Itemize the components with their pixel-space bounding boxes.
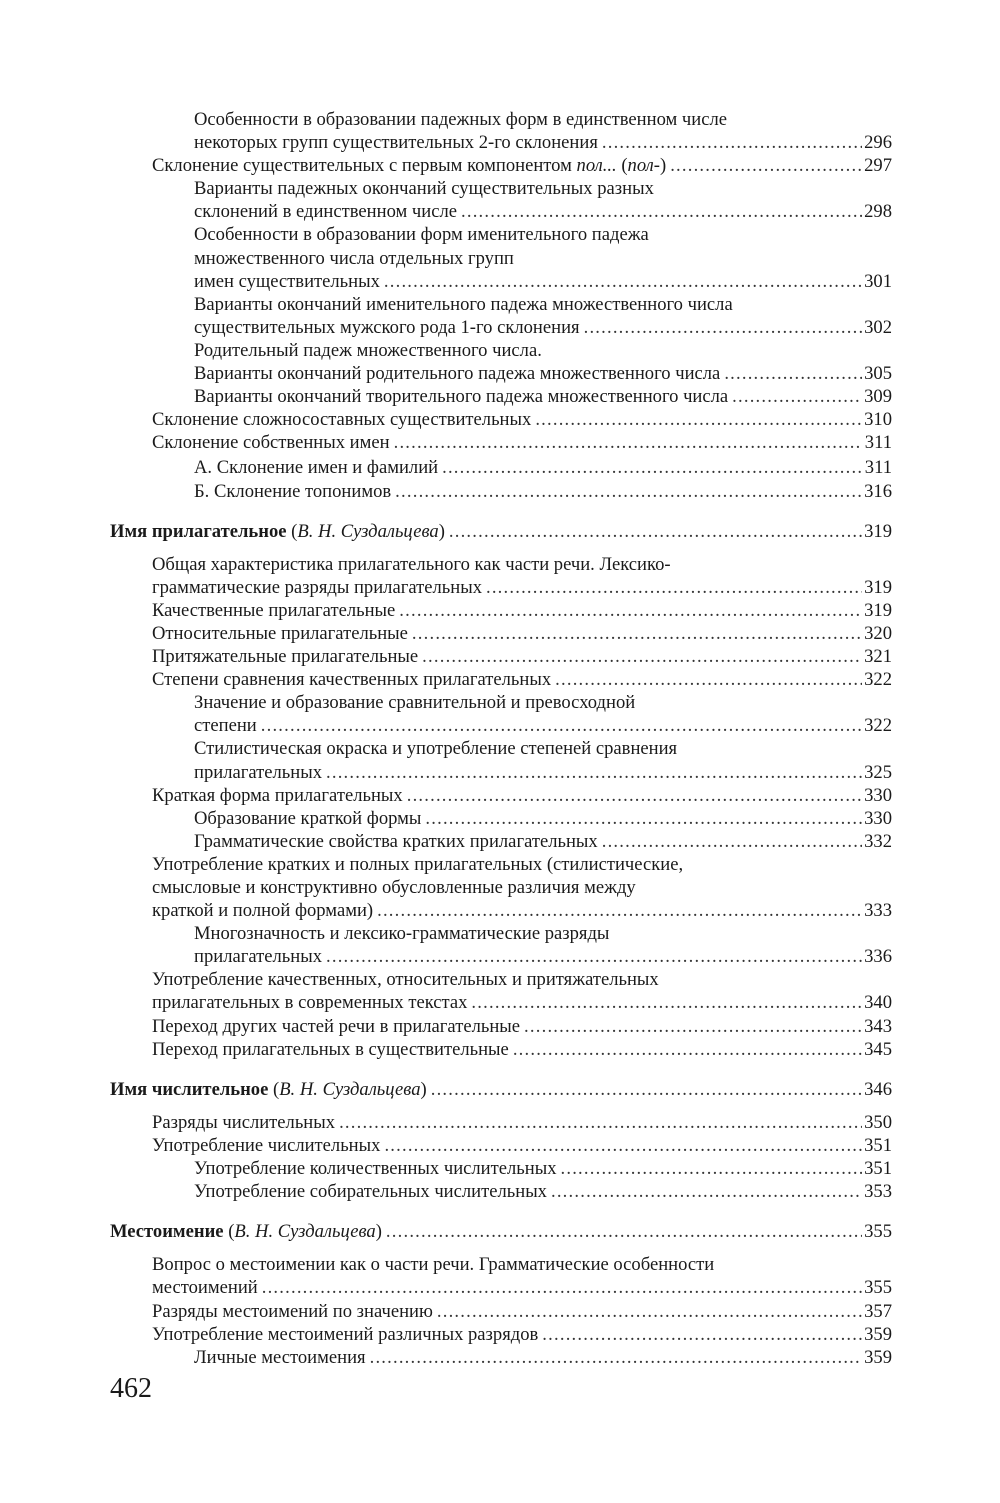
toc-entry-title: некоторых групп существительных 2-го склонения	[194, 132, 598, 154]
close-paren: )	[420, 1078, 427, 1100]
toc-entry	[194, 922, 892, 968]
toc-page-number: 325	[864, 761, 892, 783]
toc-entry	[152, 853, 892, 922]
section-heading-text	[110, 1078, 427, 1101]
toc-entry-title: Степени сравнения качественных прилагательных	[152, 669, 552, 691]
toc-entry-line: Особенности в образовании форм именительного падежа	[194, 224, 649, 246]
toc-entry-title: Склонение сложносоставных существительных	[152, 409, 532, 431]
toc-entry-row	[194, 270, 892, 293]
toc-entry-title: местоимений	[152, 1277, 258, 1299]
toc-entry-title: Склонение собственных имен	[152, 432, 390, 454]
toc-entry-row	[194, 316, 892, 339]
dot-leader	[326, 945, 862, 968]
toc-page-number: 346	[864, 1078, 892, 1100]
toc-entry	[194, 223, 892, 292]
toc-entry-row	[152, 431, 892, 454]
toc-entry-title: А. Склонение имен и фамилий	[194, 457, 439, 479]
toc-page-number: 316	[864, 480, 892, 502]
dot-leader	[425, 807, 862, 830]
dot-leader	[442, 456, 862, 479]
toc-entry-row	[152, 1111, 892, 1134]
toc-entry	[194, 691, 892, 737]
toc-entry-title: Качественные прилагательные	[152, 599, 396, 621]
toc-entry-title: Б. Склонение топонимов	[194, 480, 392, 502]
toc-entry-row	[194, 385, 892, 408]
toc-entry	[152, 1111, 892, 1134]
section-heading	[110, 1078, 892, 1101]
toc-entry	[152, 1253, 892, 1299]
dot-leader	[542, 1323, 862, 1346]
toc-entry-title: Варианты окончаний творительного падежа множественного числа	[194, 386, 729, 408]
toc-page-number: 340	[864, 992, 892, 1014]
toc-entry	[194, 339, 892, 385]
toc-entry	[152, 599, 892, 622]
toc-entry	[152, 622, 892, 645]
table-of-contents	[110, 108, 892, 1369]
dot-leader	[422, 645, 862, 668]
toc-entry-row	[152, 408, 892, 431]
dot-leader	[524, 1015, 862, 1038]
toc-page-number: 351	[864, 1158, 892, 1180]
section-heading-row	[110, 1078, 892, 1101]
dot-leader	[261, 714, 862, 737]
dot-leader	[326, 761, 862, 784]
toc-entry-title: Употребление собирательных числительных	[194, 1181, 547, 1203]
toc-entry-text: (	[616, 155, 628, 177]
open-paren: (	[286, 520, 298, 542]
toc-entry	[194, 293, 892, 339]
toc-entry-text: Склонение существительных с первым компонентом	[152, 155, 577, 177]
toc-entry-line: множественного числа отдельных групп	[194, 247, 514, 269]
toc-entry-title: краткой и полной формами)	[152, 900, 374, 922]
toc-entry-title: Разряды числительных	[152, 1111, 336, 1133]
toc-entry-title: Образование краткой формы	[194, 807, 422, 829]
toc-page-number: 330	[864, 784, 892, 806]
toc-entry-title: Краткая форма прилагательных	[152, 784, 403, 806]
toc-entry-row	[194, 131, 892, 154]
dot-leader	[394, 431, 862, 454]
toc-page-number: 319	[864, 599, 892, 621]
close-paren: )	[375, 1221, 382, 1243]
toc-entry	[152, 1038, 892, 1061]
toc-page-number: 355	[864, 1221, 892, 1243]
dot-leader	[399, 599, 862, 622]
toc-page-number: 353	[864, 1181, 892, 1203]
dot-leader	[486, 576, 862, 599]
toc-entry	[152, 784, 892, 807]
toc-entry-italic: пол-	[627, 155, 660, 177]
dot-leader	[431, 1078, 862, 1101]
toc-entry	[194, 385, 892, 408]
page-number: 462	[110, 1373, 152, 1404]
toc-page-number: 297	[864, 155, 892, 177]
dot-leader	[262, 1276, 862, 1299]
section-heading-row	[110, 1220, 892, 1243]
toc-entry-line: смысловые и конструктивно обусловленные различия между	[152, 877, 636, 898]
toc-entry-italic: пол...	[576, 155, 617, 177]
toc-page-number: 319	[864, 520, 892, 542]
toc-entry-line: Стилистическая окраска и употребление степеней сравнения	[194, 738, 678, 760]
dot-leader	[377, 899, 862, 922]
toc-page-number: 320	[864, 622, 892, 644]
toc-entry	[152, 645, 892, 668]
toc-entry-title: прилагательных	[194, 946, 323, 968]
toc-entry	[194, 456, 892, 479]
toc-page-number: 343	[864, 1015, 892, 1037]
toc-page-number: 345	[864, 1038, 892, 1060]
toc-entry-title: прилагательных	[194, 761, 323, 783]
toc-entry-line: Вопрос о местоимении как о части речи. Грамматические особенности	[152, 1254, 715, 1276]
toc-entry	[152, 1015, 892, 1038]
toc-entry-title: существительных мужского рода 1-го склонения	[194, 316, 580, 338]
toc-page-number: 296	[864, 132, 892, 154]
dot-leader	[384, 270, 862, 293]
dot-leader	[471, 991, 862, 1014]
toc-entry	[194, 177, 892, 223]
dot-leader	[407, 784, 862, 807]
toc-page-number: 311	[864, 457, 892, 479]
toc-entry	[194, 1157, 892, 1180]
toc-entry-title: прилагательных в современных текстах	[152, 992, 468, 1014]
toc-entry-title: Переход прилагательных в существительные	[152, 1038, 509, 1060]
toc-page-number: 321	[864, 646, 892, 668]
toc-entry-row	[152, 1276, 892, 1299]
toc-entry-title: Употребление количественных числительных	[194, 1158, 557, 1180]
dot-leader	[551, 1180, 862, 1203]
toc-page-number: 305	[864, 363, 892, 385]
toc-entry-line: Употребление кратких и полных прилагательных (стилистические,	[152, 853, 684, 875]
dot-leader	[437, 1300, 862, 1323]
dot-leader	[584, 316, 862, 339]
section-heading-row	[110, 520, 892, 543]
toc-entry-line: Значение и образование сравнительной и превосходной	[194, 692, 636, 714]
toc-entry	[152, 154, 892, 177]
section-heading	[110, 1220, 892, 1243]
section-title: Имя числительное	[110, 1078, 269, 1100]
toc-page-number: 298	[864, 201, 892, 223]
toc-entry-row	[194, 1346, 892, 1369]
open-paren: (	[268, 1078, 280, 1100]
toc-entry-row	[194, 362, 892, 385]
toc-entry-line: Употребление качественных, относительных и притяжательных	[152, 969, 659, 991]
toc-page-number: 322	[864, 715, 892, 737]
toc-entry-row	[194, 480, 892, 503]
toc-entry-line: Варианты окончаний именительного падежа множественного числа	[194, 293, 733, 315]
toc-entry-line: Родительный падеж множественного числа.	[194, 339, 542, 361]
open-paren: (	[223, 1221, 235, 1243]
section-author: В. Н. Суздальцева	[234, 1221, 376, 1243]
toc-page-number: 322	[864, 669, 892, 691]
toc-entry-row	[152, 622, 892, 645]
dot-leader	[561, 1157, 862, 1180]
toc-entry-title: имен существительных	[194, 270, 380, 292]
toc-page-number: 333	[864, 900, 892, 922]
toc-entry-title: Притяжательные прилагательные	[152, 646, 419, 668]
toc-entry-line: Особенности в образовании падежных форм в единственном числе	[194, 109, 728, 130]
toc-entry	[152, 553, 892, 599]
toc-entry-title: Варианты окончаний родительного падежа множественного числа	[194, 363, 721, 385]
toc-page-number: 301	[864, 270, 892, 292]
toc-page-number: 330	[864, 807, 892, 829]
toc-entry	[152, 408, 892, 431]
dot-leader	[724, 362, 862, 385]
toc-entry-text: )	[659, 155, 667, 177]
toc-page-number: 359	[864, 1346, 892, 1368]
toc-entry	[152, 668, 892, 691]
dot-leader	[555, 668, 862, 691]
toc-entry-row	[152, 991, 892, 1014]
section-author: В. Н. Суздальцева	[297, 520, 439, 542]
toc-entry-row	[194, 200, 892, 223]
toc-entry-row	[152, 1323, 892, 1346]
toc-entry-title: Разряды местоимений по значению	[152, 1300, 433, 1322]
toc-page-number: 309	[864, 386, 892, 408]
toc-entry-row	[194, 1180, 892, 1203]
toc-entry	[194, 737, 892, 783]
toc-entry-row	[152, 784, 892, 807]
dot-leader	[412, 622, 862, 645]
toc-entry-row	[152, 1134, 892, 1157]
toc-entry-row	[152, 599, 892, 622]
section-author: В. Н. Суздальцева	[279, 1078, 421, 1100]
section-title: Имя прилагательное	[110, 520, 287, 542]
toc-page-number: 310	[864, 409, 892, 431]
toc-entry	[152, 1134, 892, 1157]
toc-entry-row	[194, 807, 892, 830]
toc-entry-row	[194, 714, 892, 737]
toc-page-number: 311	[864, 432, 892, 454]
toc-page-number: 357	[864, 1300, 892, 1322]
toc-entry	[152, 1300, 892, 1323]
toc-entry	[152, 431, 892, 454]
toc-entry-row	[194, 456, 892, 479]
toc-entry-title: склонений в единственном числе	[194, 201, 458, 223]
toc-entry-row	[152, 668, 892, 691]
section-title: Местоимение	[110, 1221, 224, 1243]
toc-page-number: 302	[864, 316, 892, 338]
dot-leader	[339, 1111, 862, 1134]
toc-entry	[194, 830, 892, 853]
toc-entry-title: Употребление местоимений различных разрядов	[152, 1323, 539, 1345]
toc-entry-line: Варианты падежных окончаний существительных разных	[194, 178, 654, 200]
toc-entry-title: грамматические разряды прилагательных	[152, 576, 482, 598]
toc-entry-row	[152, 899, 892, 922]
toc-entry-row	[152, 1038, 892, 1061]
section-heading	[110, 520, 892, 543]
toc-entry	[194, 1346, 892, 1369]
dot-leader	[386, 1220, 862, 1243]
dot-leader	[670, 154, 862, 177]
toc-entry-title: степени	[194, 715, 257, 737]
toc-entry-title: Относительные прилагательные	[152, 622, 408, 644]
toc-page-number: 350	[864, 1111, 892, 1133]
dot-leader	[535, 408, 862, 431]
toc-page-number: 332	[864, 830, 892, 852]
toc-entry-row	[194, 761, 892, 784]
toc-entry	[152, 968, 892, 1014]
toc-entry-row	[152, 154, 892, 177]
toc-entry-row	[194, 1157, 892, 1180]
toc-entry-title: Переход других частей речи в прилагательные	[152, 1015, 521, 1037]
toc-page-number: 319	[864, 576, 892, 598]
toc-entry-row	[194, 945, 892, 968]
toc-entry-title	[152, 154, 666, 177]
toc-entry	[194, 807, 892, 830]
toc-page-number: 359	[864, 1323, 892, 1345]
toc-entry-title: Личные местоимения	[194, 1346, 366, 1368]
toc-entry-row	[152, 576, 892, 599]
section-heading-text	[110, 520, 445, 543]
dot-leader	[513, 1038, 862, 1061]
toc-entry-row	[152, 1300, 892, 1323]
toc-entry-title: Грамматические свойства кратких прилагательных	[194, 830, 598, 852]
dot-leader	[461, 200, 862, 223]
toc-page-number: 351	[864, 1134, 892, 1156]
dot-leader	[384, 1134, 862, 1157]
toc-entry-row	[152, 645, 892, 668]
close-paren: )	[438, 520, 445, 542]
toc-entry-line: Многозначность и лексико-грамматические разряды	[194, 923, 610, 945]
toc-entry-title: Употребление числительных	[152, 1134, 381, 1156]
toc-entry	[194, 1180, 892, 1203]
toc-entry-row	[152, 1015, 892, 1038]
toc-entry	[152, 1323, 892, 1346]
dot-leader	[370, 1346, 862, 1369]
toc-entry	[194, 480, 892, 503]
dot-leader	[395, 480, 862, 503]
toc-page-number: 355	[864, 1277, 892, 1299]
dot-leader	[602, 131, 862, 154]
dot-leader	[602, 830, 862, 853]
toc-entry-line: Общая характеристика прилагательного как части речи. Лексико-	[152, 553, 671, 575]
toc-entry	[194, 108, 892, 154]
toc-page-number: 336	[864, 946, 892, 968]
section-heading-text	[110, 1220, 382, 1243]
dot-leader	[732, 385, 862, 408]
toc-entry-row	[194, 830, 892, 853]
dot-leader	[449, 520, 862, 543]
